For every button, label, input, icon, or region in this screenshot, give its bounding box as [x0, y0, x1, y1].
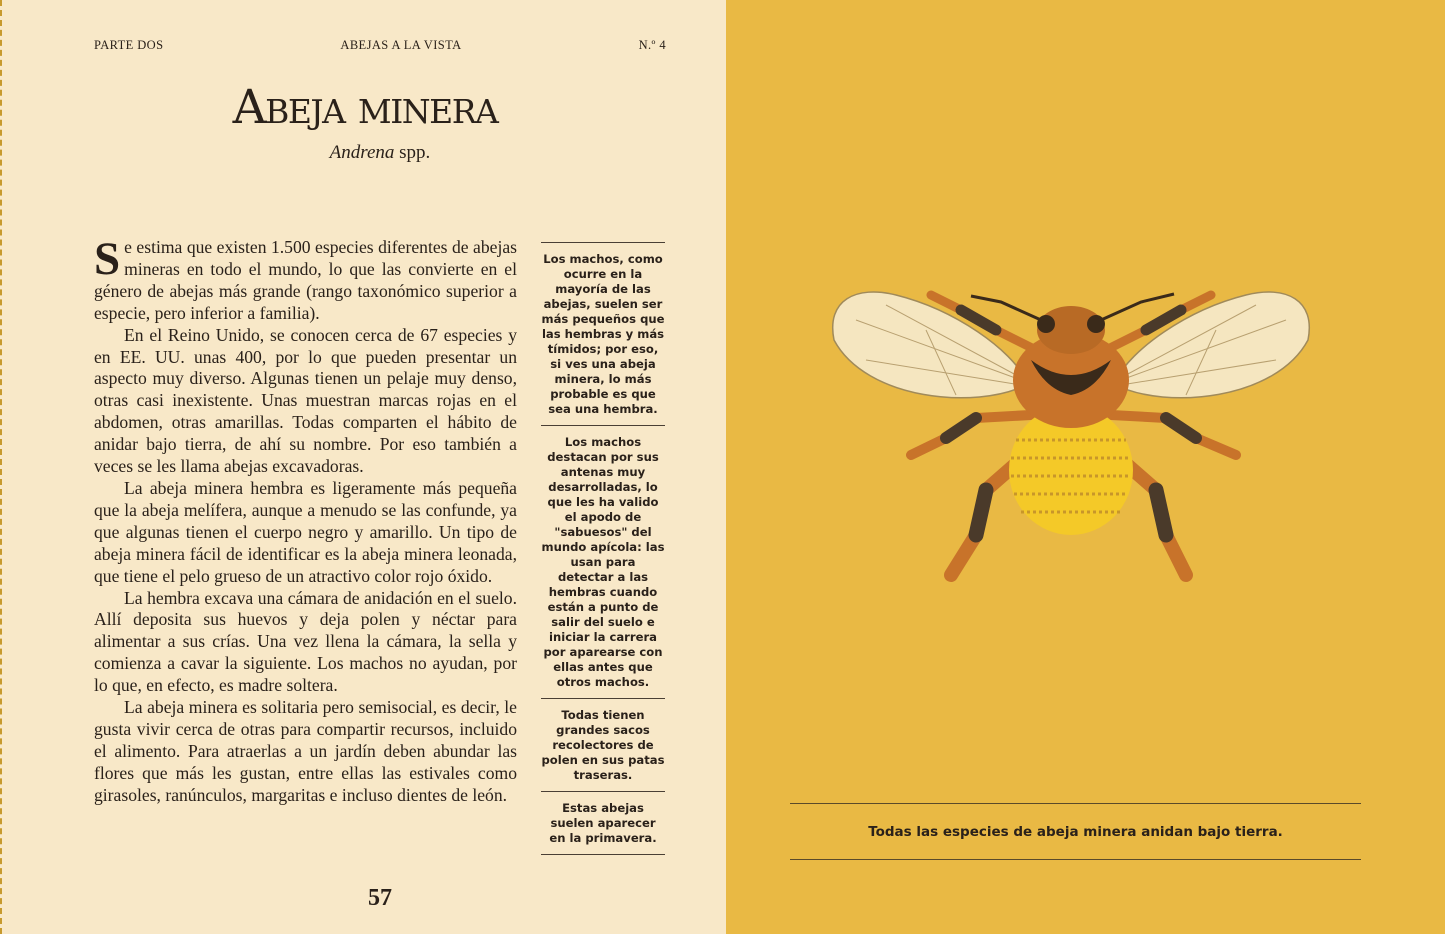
page-title: Abeja minera	[232, 80, 498, 135]
genus: Andrena	[329, 142, 395, 163]
drop-cap: S	[94, 233, 121, 285]
header-part: PARTE DOS	[94, 38, 164, 52]
left-eye	[1037, 315, 1055, 333]
side-note-4: Estas abejas suelen aparecer en la primavera.	[541, 792, 665, 855]
caption-box	[790, 803, 1361, 860]
page-number: 57	[368, 885, 392, 911]
right-eye	[1087, 315, 1105, 333]
caption: Todas las especies de abeja minera anidan bajo tierra.	[868, 823, 1283, 840]
paragraph-3: La abeja minera hembra es ligeramente más pequeña que la abeja melífera, aunque a menudo se las confunde, ya que algunas tienen el cuerpo negro y amarillo. Un tipo de abeja minera fácil de identificar es la abeja minera leonada, que tiene el pelo grueso de un atractivo color rojo óxido.	[94, 477, 517, 586]
left-wing	[833, 292, 1026, 398]
scientific-name	[2, 142, 758, 164]
species-suffix: spp.	[394, 142, 431, 163]
right-wing	[1116, 292, 1309, 398]
paragraph-5: La abeja minera es solitaria pero semisocial, es decir, le gusta vivir cerca de otras para compartir recursos, incluido el alimento. Para atraerlas a un jardín deben abundar las flores que más les gustan, entre ellas las estivales como girasoles, ranúnculos, margaritas e incluso dientes de león.	[94, 697, 517, 805]
sidebar	[541, 242, 665, 855]
paragraph-2: En el Reino Unido, se conocen cerca de 67 especies y en EE. UU. unas 400, por lo que pueden presentar un aspecto muy diverso. Algunas tienen un pelaje muy denso, otras casi inexistente. Unas muestran marcas rojas en el abdomen, otras amarillas. Todas comparten el hábito de anidar bajo tierra, de ahí su nombre. Por eso también a veces se les llama abejas excavadoras.	[94, 324, 517, 477]
side-note-1: Los machos, como ocurre en la mayoría de las abejas, suelen ser más pequeños que las hembras y más tímidos; por eso, si ves una abeja minera, lo más probable es que sea una hembra.	[541, 243, 665, 426]
header-number: N.º 4	[638, 38, 666, 52]
body-text	[94, 233, 517, 807]
bee-illustration	[826, 280, 1316, 590]
paragraph-1: Se estima que existen 1.500 especies diferentes de abejas mineras en todo el mundo, lo que las convierte en el género de abejas más grande (rango taxonómico superior a especie, pero inferior a familia).	[94, 233, 517, 323]
header-section: ABEJAS A LA VISTA	[340, 38, 462, 52]
running-header	[94, 38, 666, 53]
side-note-3: Todas tienen grandes sacos recolectores de polen en sus patas traseras.	[541, 699, 665, 792]
paragraph-4: La hembra excava una cámara de anidación en el suelo. Allí deposita sus huevos y deja polen y néctar para alimentar a sus crías. Una vez llena la cámara, la sella y comienza a cavar la siguiente. Los machos no ayudan, por lo que, en efecto, es madre soltera.	[94, 587, 517, 696]
side-note-2: Los machos destacan por sus antenas muy desarrolladas, lo que les ha valido el apodo de "sabuesos" del mundo apícola: las usan para detectar a las hembras cuando están a punto de salir del suelo e iniciar la carrera por aparearse con ellas antes que otros machos.	[541, 426, 665, 699]
